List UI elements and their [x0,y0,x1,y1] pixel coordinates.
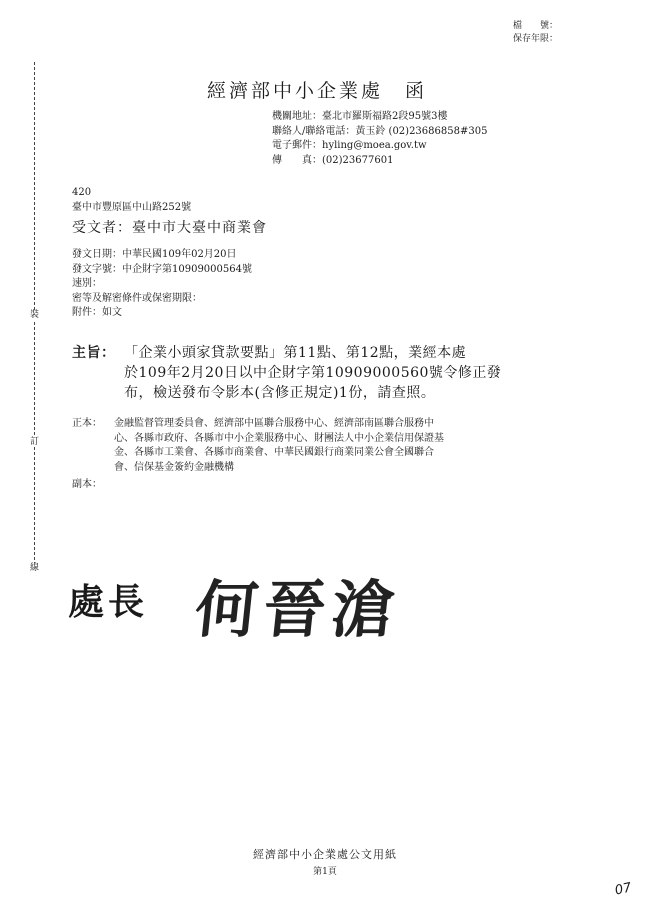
recipient-address [72,186,191,215]
subject-label: 主旨： [72,345,116,361]
agency-info [272,110,487,168]
subject-line: 「企業小頭家貸款要點」第11點、第12點，業經本處 [124,345,467,361]
file-number-label: 檔 號： [512,21,558,31]
speed-class: 速別： [72,278,102,289]
postal-code: 420 [72,187,92,198]
main-copy-label: 正本： [72,418,102,429]
main-copy-line: 心、各縣市政府、各縣市中小企業服務中心、財團法人中小企業信用保證基 [114,432,444,444]
signatory-name: 何晉滄 [191,573,404,646]
page-number: 第1頁 [313,867,337,877]
subject-line: 於109年2月20日以中企財字第10909000560號令修正發 [124,365,502,381]
binding-char-xian: 線 [30,563,40,573]
cc-label: 副本： [72,479,102,490]
document-number: 發文字號：中企財字第10909000564號 [72,263,252,275]
retention-label: 保存年限： [512,34,558,44]
binding-char-ding: 訂 [30,437,40,447]
agency-contact: 聯絡人/聯絡電話：黃玉鈴 (02)23686858#305 [272,125,488,137]
document-title: 經濟部中小企業處 函 [207,80,428,102]
document-meta [72,248,252,321]
security-level: 密等及解密條件或保密期限： [72,292,202,304]
recipient: 受文者：臺中市大臺中商業會 [72,220,267,236]
subject-line: 布，檢送發布令影本(含修正規定)1份，請查照。 [124,385,436,401]
footer-paper-label: 經濟部中小企業處公文用紙 [253,848,397,861]
main-copy-line: 金、各縣市工業會、各縣市商業會、中華民國銀行商業同業公會全國聯合 [114,447,434,458]
attachment: 附件：如文 [72,307,122,318]
binding-char-zhuang: 裝 [30,310,40,320]
agency-fax: 傳 真：(02)23677601 [272,154,394,166]
issue-date: 發文日期：中華民國109年02月20日 [72,249,237,260]
main-copy-line: 金融監督管理委員會、經濟部中區聯合服務中心、經濟部南區聯合服務中 [114,418,434,429]
signatory-title: 處長 [68,581,149,623]
archive-info [513,20,558,46]
handwritten-mark: 07 [614,880,634,899]
main-copy-line: 會、信保基金簽約金融機構 [114,461,234,473]
street-address: 臺中市豐原區中山路252號 [72,201,192,213]
agency-email: 電子郵件：hyling@moea.gov.tw [272,140,427,151]
agency-address: 機關地址：臺北市羅斯福路2段95號3樓 [272,111,448,122]
